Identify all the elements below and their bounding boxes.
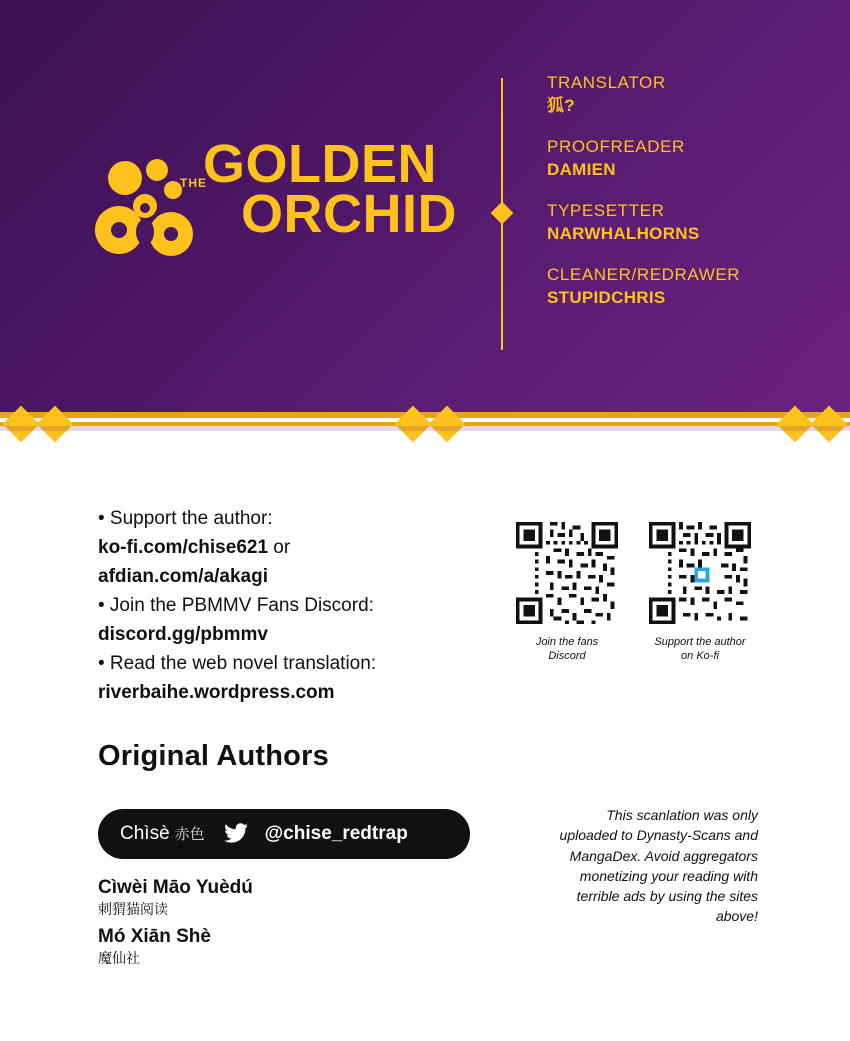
author-name	[120, 823, 205, 845]
credit-role-label: PROOFREADER	[547, 136, 685, 156]
note-label: • Read the web novel translation:	[98, 652, 377, 674]
credit-cleaner-redrawer	[547, 264, 827, 310]
credit-translator	[547, 72, 827, 118]
author-entry-2	[98, 925, 211, 967]
kofi-qr-icon[interactable]	[645, 518, 755, 628]
qr-caption-line2: on Ko-fi	[681, 649, 719, 662]
author-hanzi: 魔仙社	[98, 949, 140, 966]
qr-kofi-caption	[645, 636, 755, 664]
support-notes	[98, 506, 488, 709]
original-authors-heading: Original Authors	[98, 740, 329, 772]
note-label: • Join the PBMMV Fans Discord:	[98, 594, 374, 616]
author-romanized: Mó Xiān Shè	[98, 926, 211, 947]
twitter-author-pill[interactable]	[98, 809, 470, 859]
author-name-hanzi: 赤色	[174, 826, 205, 843]
credit-name-value: NARWHALHORNS	[547, 223, 700, 243]
link-webnovel[interactable]: riverbaihe.wordpress.com	[98, 681, 335, 703]
note-line-3	[98, 651, 488, 678]
link-kofi[interactable]: ko-fi.com/chise621	[98, 536, 269, 558]
note-line-3-value	[98, 680, 488, 707]
credits-list	[547, 72, 827, 328]
author-romanized: Cìwèi Māo Yuèdú	[98, 877, 253, 898]
qr-caption-line2: Discord	[548, 649, 586, 662]
qr-caption-line1: Support the author	[654, 636, 746, 648]
header-banner	[0, 0, 850, 418]
orchid-flower-icon	[95, 148, 215, 268]
note-line-1-value2	[98, 564, 488, 591]
scanlation-disclaimer: This scanlation was only uploaded to Dynasty-Scans and MangaDex. Avoid aggregators monetizing your reading with terrible ads by using the sites above!	[559, 807, 758, 925]
twitter-bird-icon	[221, 821, 251, 847]
discord-qr-icon[interactable]	[512, 518, 622, 628]
link-discord[interactable]: discord.gg/pbmmv	[98, 623, 268, 645]
qr-discord-caption	[512, 636, 622, 664]
logo-line-orchid: ORCHID	[241, 183, 457, 244]
link-afdian[interactable]: afdian.com/a/akagi	[98, 565, 269, 587]
author-name-romanized: Chìsè	[120, 823, 170, 844]
credit-name-value: 狐?	[547, 95, 575, 115]
credit-name-value: DAMIEN	[547, 159, 616, 179]
credit-role-label: TRANSLATOR	[547, 73, 666, 92]
credit-proofreader	[547, 136, 827, 182]
qr-discord-block	[512, 518, 622, 664]
logo-the-text: THE	[180, 176, 207, 190]
note-line-1	[98, 506, 488, 533]
author-hanzi: 刺猬猫阅读	[98, 900, 168, 917]
note-or: or	[268, 536, 291, 558]
credit-role-label: TYPESETTER	[547, 200, 665, 220]
author-entry-1	[98, 876, 253, 918]
qr-caption-line1: Join the fans	[535, 636, 599, 648]
qr-kofi-block	[645, 518, 755, 664]
note-line-2	[98, 593, 488, 620]
note-label: • Support the author:	[98, 508, 273, 529]
twitter-handle[interactable]: @chise_redtrap	[264, 823, 408, 844]
note-line-2-value	[98, 622, 488, 649]
logo-wordmark	[203, 134, 457, 244]
logo-line-golden: GOLDEN	[203, 134, 438, 194]
credit-role-label: CLEANER/REDRAWER	[547, 264, 741, 284]
logo	[95, 134, 495, 280]
credit-typesetter	[547, 200, 827, 246]
note-line-1-values	[98, 535, 488, 562]
credit-name-value: STUPIDCHRIS	[547, 287, 666, 307]
